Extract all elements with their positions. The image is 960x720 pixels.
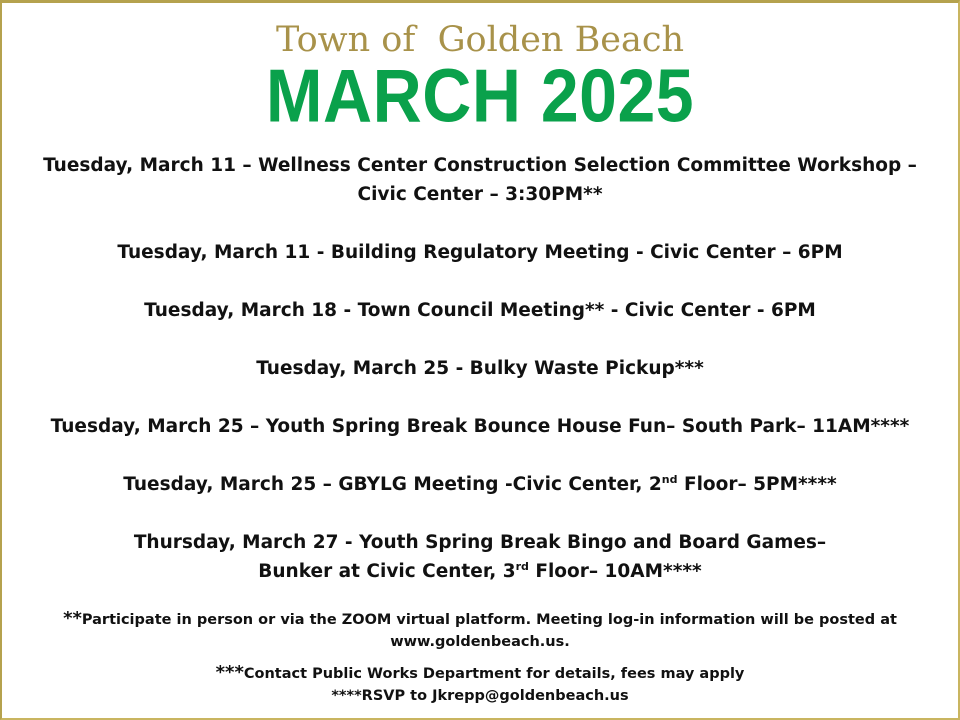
event-bingo-board-games <box>2 528 958 586</box>
ordinal-suffix: nd <box>661 473 678 486</box>
event-line: Civic Center – 3:30PM** <box>357 184 603 205</box>
event-line <box>2 470 958 499</box>
event-text: Floor– 10AM**** <box>528 561 702 582</box>
zoom-note-text: Participate in person or via the ZOOM virtual platform. Meeting log-in information will be posted at <box>81 612 897 628</box>
event-line: Tuesday, March 18 - Town Council Meeting** - Civic Center - 6PM <box>144 300 816 321</box>
spacer <box>2 653 958 662</box>
town-name-heading: Town of Golden Beach <box>275 20 685 60</box>
event-line: Thursday, March 27 - Youth Spring Break Bingo and Board Games– <box>133 532 827 553</box>
footnote-marker: *** <box>215 662 244 683</box>
spacer <box>2 499 958 528</box>
event-line: Tuesday, March 11 – Wellness Center Construction Selection Committee Workshop – <box>43 155 917 176</box>
event-text: Bunker at Civic Center, 3 <box>258 561 516 582</box>
ordinal-suffix: rd <box>515 560 529 573</box>
spacer <box>2 325 958 354</box>
event-wellness-workshop <box>2 151 958 209</box>
event-text: Tuesday, March 25 – GBYLG Meeting -Civic Center, 2 <box>123 474 662 495</box>
public-works-note-text: Contact Public Works Department for details, fees may apply <box>243 666 745 682</box>
website-url: www.goldenbeach.us. <box>390 634 570 650</box>
spacer <box>2 441 958 470</box>
spacer <box>2 267 958 296</box>
event-bulky-waste <box>2 354 958 383</box>
zoom-note <box>2 608 958 631</box>
public-works-note <box>2 662 958 685</box>
event-line: Tuesday, March 11 - Building Regulatory Meeting - Civic Center – 6PM <box>117 242 843 263</box>
event-gbylg-meeting <box>2 470 958 499</box>
footnote-marker: ** <box>63 608 82 629</box>
month-title: MARCH 2025 <box>265 54 695 139</box>
event-line <box>2 557 958 586</box>
event-bounce-house <box>2 412 958 441</box>
event-town-council <box>2 296 958 325</box>
event-text: Floor– 5PM**** <box>677 474 837 495</box>
spacer <box>2 209 958 238</box>
event-line: Tuesday, March 25 - Bulky Waste Pickup*** <box>256 358 704 379</box>
event-building-regulatory <box>2 238 958 267</box>
spacer <box>2 383 958 412</box>
event-line: Tuesday, March 25 – Youth Spring Break Bounce House Fun– South Park– 11AM**** <box>50 416 910 437</box>
footnotes <box>2 608 958 707</box>
events-list <box>2 151 958 586</box>
rsvp-note: ****RSVP to Jkrepp@goldenbeach.us <box>331 688 629 704</box>
